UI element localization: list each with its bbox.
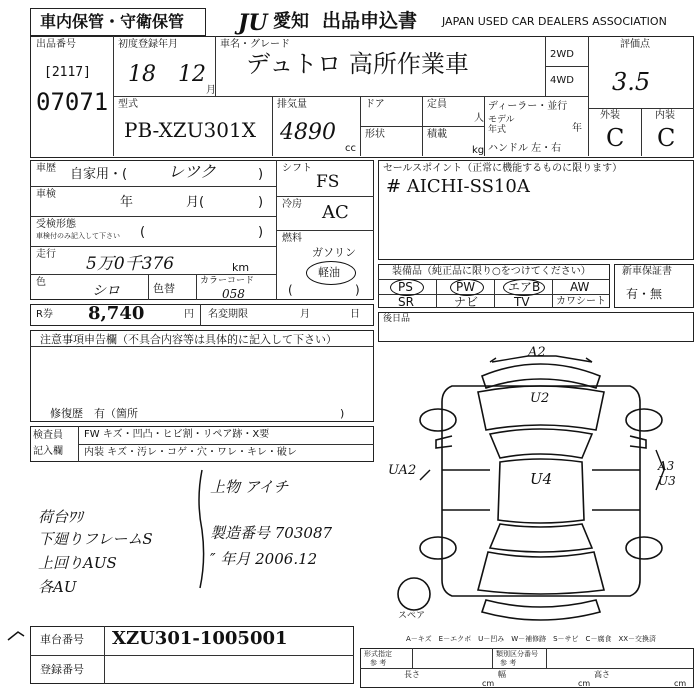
gasoline-option: ガソリン [312, 246, 356, 259]
equipment-label: 装備品（純正品に限り○をつけてください） [392, 266, 591, 277]
memo-line-3: 上回りAUS [38, 554, 117, 572]
rear-bumper [482, 600, 600, 620]
fw-damage-row: FW キズ・凹凸・ヒビ割・リペア跡・X要 [84, 429, 270, 440]
mirror-left [436, 436, 452, 448]
fuel-label: 燃料 [282, 233, 302, 244]
warranty-options: 有・無 [626, 287, 663, 301]
inspection-label: 車検 [36, 189, 56, 200]
chassis-number-label: 車台番号 [40, 633, 84, 646]
spare-label: スペア [398, 611, 426, 621]
history-label: 車歴 [36, 163, 56, 174]
mileage-label: 走行 [36, 249, 56, 260]
inspection-paren-close: ) [258, 195, 264, 210]
rating-label: 評価点 [620, 39, 650, 50]
sales-point-label: セールスポイント（正常に機能するものに限ります） [383, 163, 623, 174]
trunk [478, 552, 604, 594]
inspector-label: 検査員 [33, 430, 63, 441]
mirror-right [630, 436, 646, 448]
lot-number: 07071 [36, 88, 109, 116]
recycle-label: R券 [36, 309, 53, 320]
mark-ua2: UA2 [388, 463, 417, 478]
equip-aw: AW [570, 280, 590, 294]
exterior-label: 外装 [600, 110, 620, 121]
wheel-front-left [420, 409, 456, 431]
width-unit: cm [578, 679, 591, 688]
capacity-label: 定員 [427, 99, 447, 110]
interior-label: 内装 [655, 110, 675, 121]
cooler-label: 冷房 [282, 199, 302, 210]
storage-header-title: 車内保管・守衛保管 [40, 12, 185, 31]
name-change-month: 月 [300, 309, 310, 320]
car-name-label: 車名・グレード [220, 39, 290, 50]
equip-navi: ナビ [454, 295, 479, 309]
form-title: 出品申込書 [322, 10, 418, 32]
mileage-value: 5万0千376 [86, 254, 175, 274]
reception-paren-close: ) [258, 225, 264, 240]
cc-unit: cc [345, 143, 356, 154]
ju-logo: JU [238, 10, 268, 36]
memo-line-2: 下廻りフレームS [38, 530, 153, 548]
windshield [490, 429, 592, 458]
repair-history-label: 修復歴 有（箇所 [50, 407, 138, 420]
model-value: PB-XZU301X [124, 118, 256, 142]
exterior-grade: C [606, 124, 625, 152]
four-wd-label: 4WD [550, 75, 574, 86]
registration-month: 12 [178, 62, 206, 87]
body-outline [442, 386, 640, 596]
memo-line-1: 荷台ﾜﾘ [38, 508, 84, 526]
dealer-label: ディーラー・並行 [488, 101, 568, 112]
shift-label: シフト [282, 163, 312, 174]
car-name-value: デュトロ 高所作業車 [246, 50, 469, 78]
color-label: 色 [36, 277, 46, 288]
model-year-label: モデル 年式 [488, 115, 515, 135]
work-line-1: 上物 アイチ [210, 478, 289, 496]
notes-label: 注意事項申告欄（不具合内容等は具体的に記入して下さい） [40, 333, 337, 346]
length-unit: cm [482, 679, 495, 688]
name-change-label: 名変期限 [208, 309, 248, 320]
equip-ps: PS [398, 280, 413, 294]
fuel-paren-open: ( [288, 283, 293, 297]
fuel-paren-close: ) [355, 283, 360, 297]
length-label: 長さ [404, 670, 420, 679]
class-reference-label: 類別区分番号 [496, 650, 538, 658]
association-name: JAPAN USED CAR DEALERS ASSOCIATION [442, 15, 667, 28]
kg-unit: kg [472, 145, 485, 156]
displacement-value: 4890 [280, 120, 336, 145]
entry-label: 記入欄 [33, 446, 63, 457]
sales-point-value: # AICHI-SS10A [386, 176, 530, 197]
km-unit: km [232, 261, 250, 274]
shift-value: FS [316, 172, 340, 192]
chassis-number-value: XZU301-1005001 [112, 628, 288, 649]
new-warranty-label: 新車保証書 [622, 266, 672, 277]
mark-u2: U2 [530, 391, 550, 406]
form-reference-label: 形式指定 [364, 650, 392, 658]
reception-note: 車検付のみ記入して下さい [36, 232, 120, 240]
damage-legend: A－キズ E－エクボ U－凹み W－補修跡 S－サビ C－腐食 XX－交換済 [406, 635, 657, 643]
color-code-label: カラーコード [200, 276, 255, 286]
mark-u4: U4 [530, 470, 553, 488]
displacement-label: 排気量 [277, 99, 307, 110]
aichi-label: 愛知 [273, 11, 309, 32]
equip-sr: SR [398, 295, 414, 309]
mark-a3: A3 [658, 459, 675, 473]
equip-airbag: エアB [508, 280, 541, 294]
mark-u3: U3 [658, 474, 676, 488]
history-type-value: レツク [168, 162, 216, 181]
wheel-front-right [626, 409, 662, 431]
interior-grade: C [657, 124, 676, 152]
diesel-option: 軽油 [318, 266, 340, 279]
height-label: 高さ [594, 670, 610, 679]
handle-label: ハンドル 左・右 [488, 143, 562, 154]
memo-line-4: 各AU [38, 578, 77, 596]
roof [498, 459, 584, 523]
equip-tv: TV [514, 295, 530, 309]
width-label: 幅 [498, 670, 506, 679]
mark-a2: A2 [528, 345, 546, 360]
front-bumper [482, 364, 600, 388]
yen-unit: 円 [184, 309, 194, 320]
name-change-day: 日 [350, 309, 360, 320]
two-wd-label: 2WD [550, 49, 574, 60]
lot-number-label: 出品番号 [36, 39, 76, 50]
color-code-value: 058 [222, 287, 245, 301]
registration-month-unit: 月 [206, 85, 216, 96]
spare-tire [398, 578, 430, 610]
private-use-label: 自家用・( [70, 167, 128, 182]
cooler-value: AC [322, 202, 349, 223]
rear-items-label: 後日品 [383, 314, 411, 324]
reception-paren-open: ( [140, 225, 146, 240]
form-reference-note: 参 考 [370, 659, 387, 667]
rear-window [490, 524, 592, 552]
rating-value: 3.5 [612, 68, 651, 96]
reception-label: 受検形態 [36, 219, 76, 230]
inspection-month-unit: 月( [186, 195, 205, 210]
person-unit: 人 [474, 113, 484, 124]
year-unit: 年 [572, 123, 582, 134]
first-registration-label: 初度登録年月 [118, 39, 178, 50]
wheel-rear-left [420, 537, 456, 559]
inspection-year-unit: 年 [120, 195, 134, 210]
color-change-label: 色替 [153, 282, 175, 295]
class-reference-note: 参 考 [500, 659, 517, 667]
equip-leather-seat: カワシート [556, 296, 606, 307]
shape-label: 形状 [365, 129, 385, 140]
load-label: 積載 [427, 129, 447, 140]
color-value: シロ [92, 283, 120, 299]
height-unit: cm [674, 679, 687, 688]
recycle-value: 8,740 [88, 303, 145, 324]
history-paren-close: ) [258, 167, 264, 182]
wheel-rear-right [626, 537, 662, 559]
equip-pw: PW [456, 280, 476, 294]
door-label: ドア [365, 99, 385, 110]
work-line-2: 製造番号 703087 [210, 524, 333, 542]
work-line-3: ″ 年月 2006.12 [210, 550, 318, 568]
registration-year: 18 [128, 62, 156, 87]
lot-code: [2117] [44, 65, 91, 80]
registration-number-label: 登録番号 [40, 663, 84, 676]
repair-history-close: ) [340, 407, 345, 420]
model-label: 型式 [118, 99, 138, 110]
interior-damage-row: 内装 キズ・汚レ・コゲ・穴・ワレ・キレ・破レ [84, 447, 297, 458]
